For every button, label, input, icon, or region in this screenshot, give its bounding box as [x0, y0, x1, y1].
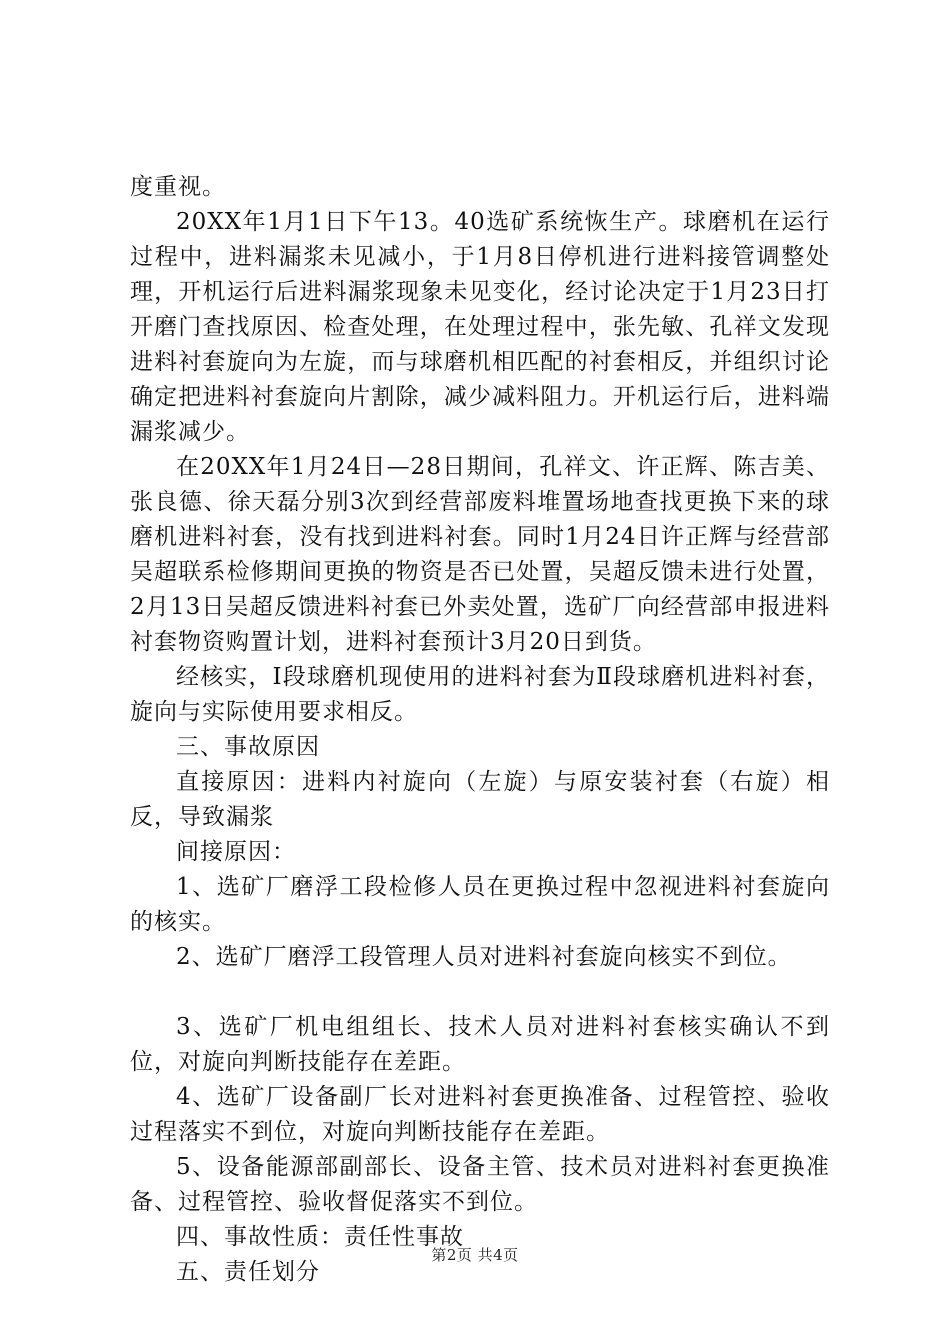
- paragraph-indirect-cause-label: 间接原因：: [176, 839, 296, 865]
- paragraph-verification: 经核实，Ⅰ段球磨机现使用的进料衬套为Ⅱ段球磨机进料衬套，旋向与实际使用要求相反。: [130, 664, 830, 725]
- section-heading-nature: 四、事故性质：责任性事故: [176, 1224, 464, 1250]
- document-body: [130, 170, 830, 1290]
- section-heading-responsibility: 五、责任划分: [176, 1259, 320, 1285]
- list-item-cause-2: 2、选矿厂磨浮工段管理人员对进料衬套旋向核实不到位。: [176, 944, 792, 970]
- list-item-cause-3: 3、选矿厂机电组组长、技术人员对进料衬套核实确认不到位，对旋向判断技能存在差距。: [130, 1014, 830, 1075]
- paragraph-restart-production: 20XX年1月1日下午13。40选矿系统恢生产。球磨机在运行过程中，进料漏浆未见减小，于1月8日停机进行进料接管调整处理，开机运行后进料漏浆现象未见变化，经讨论决定于1月23日打开磨门查找原因、检查处理，在处理过程中，张先敏、孔祥文发现进料衬套旋向为左旋，而与球磨机相匹配的衬套相反，并组织讨论确定把进料衬套旋向片割除，减少减料阻力。开机运行后，进料端漏浆减少。: [130, 209, 830, 445]
- paragraph-continuation: 度重视。: [130, 174, 226, 200]
- list-item-cause-4: 4、选矿厂设备副厂长对进料衬套更换准备、过程管控、验收过程落实不到位，对旋向判断技能存在差距。: [130, 1084, 830, 1145]
- list-item-cause-1: 1、选矿厂磨浮工段检修人员在更换过程中忽视进料衬套旋向的核实。: [130, 874, 830, 935]
- paragraph-liner-search: 在20XX年1月24日—28日期间，孔祥文、许正辉、陈吉美、张良德、徐天磊分别3次到经营部废料堆置场地查找更换下来的球磨机进料衬套，没有找到进料衬套。同时1月24日许正辉与经营部吴超联系检修期间更换的物资是否已处置，吴超反馈未进行处置，2月13日吴超反馈进料衬套已外卖处置，选矿厂向经营部申报进料衬套物资购置计划，进料衬套预计3月20日到货。: [130, 454, 830, 655]
- paragraph-direct-cause: 直接原因：进料内衬旋向（左旋）与原安装衬套（右旋）相反，导致漏浆: [130, 769, 830, 830]
- list-item-cause-5: 5、设备能源部副部长、设备主管、技术员对进料衬套更换准备、过程管控、验收督促落实不到位。: [130, 1154, 830, 1215]
- section-heading-cause: 三、事故原因: [176, 734, 320, 760]
- page-number-footer: 第2页 共4页: [431, 1246, 519, 1264]
